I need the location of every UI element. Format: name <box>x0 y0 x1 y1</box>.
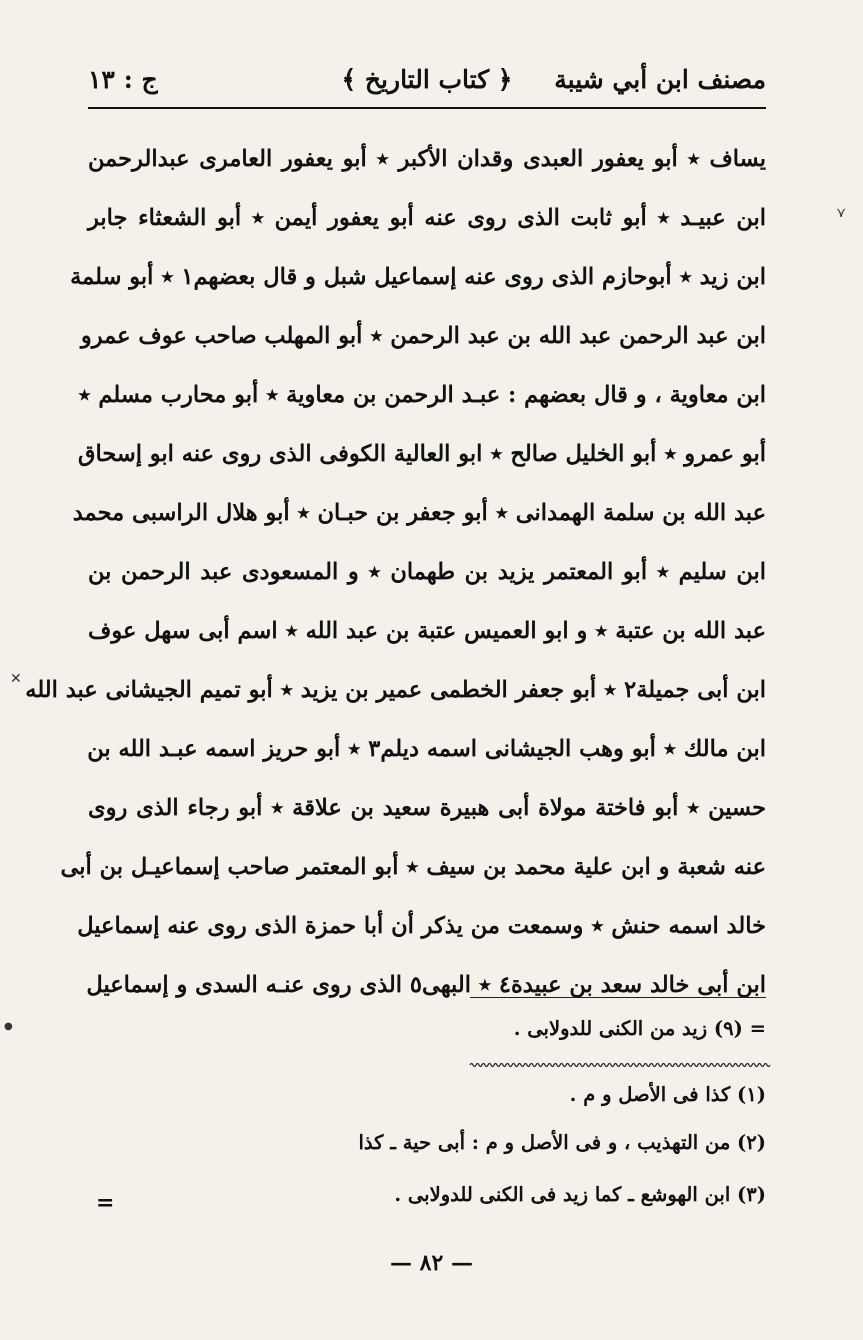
margin-tick-mark: ⋎ <box>836 205 847 221</box>
footnote-1: (١) كذا فى الأصل و م . <box>569 1083 766 1106</box>
header-rule <box>88 107 766 109</box>
text-line: ابن زيد ٭ أبوحازم الذى روى عنه إسماعيل شبل و قال بعضهم١ ٭ أبو سلمة <box>70 264 766 290</box>
text-line: حسين ٭ أبو فاختة مولاة أبى هبيرة سعيد بن علاقة ٭ أبو رجاء الذى روى <box>88 795 766 821</box>
text-line: ابن معاوية ، و قال بعضهم : عبـد الرحمن بن معاوية ٭ أبو محارب مسلم ٭ <box>78 382 766 408</box>
text-line: ابن أبى جميلة٢ ٭ أبو جعفر الخطمى عمير بن يزيد ٭ أبو تميم الجيشانى عبد الله <box>25 677 766 703</box>
text-line: يساف ٭ أبو يعفور العبدى وقدان الأكبر ٭ أبو يعفور العامرى عبدالرحمن <box>88 146 766 172</box>
volume-number: ج : ١٣ <box>88 65 158 94</box>
page-number: — ٨٢ — <box>390 1250 473 1276</box>
footnote-2: (٢) من التهذيب ، و فى الأصل و م : أبى حية ـ كذا <box>358 1131 766 1154</box>
footnote-continuation: = (٩) زيد من الكنى للدولابى . <box>513 1017 766 1040</box>
text-line: ابن عبد الرحمن عبد الله بن عبد الرحمن ٭ أبو المهلب صاحب عوف عمرو <box>80 323 766 349</box>
book-title: مصنف ابن أبي شيبة <box>554 65 766 94</box>
text-line: ابن عبيـد ٭ أبو ثابت الذى روى عنه أبو يعفور أيمن ٭ أبو الشعثاء جابر <box>88 205 766 231</box>
main-text <box>25 130 766 1015</box>
continues-mark: = <box>96 1190 115 1216</box>
text-line: ابن سليم ٭ أبو المعتمر يزيد بن طهمان ٭ و المسعودى عبد الرحمن بن <box>88 559 766 585</box>
text-line: عبد الله بن عتبة ٭ و ابو العميس عتبة بن عبد الله ٭ اسم أبى سهل عوف <box>88 618 766 644</box>
margin-dot-mark: ● <box>4 1021 13 1032</box>
text-line: ابن مالك ٭ أبو وهب الجيشانى اسمه ديلم٣ ٭ أبو حريز اسمه عبـد الله بن <box>87 736 766 762</box>
section-title: ﴿ كتاب التاريخ ﴾ <box>341 65 513 94</box>
page-header <box>88 60 766 106</box>
text-line: عبد الله بن سلمة الهمدانى ٭ أبو جعفر بن حبـان ٭ أبو هلال الراسبى محمد <box>72 500 766 526</box>
text-line: خالد اسمه حنش ٭ وسمعت من يذكر أن أبا حمزة الذى روى عنه إسماعيل <box>77 913 766 939</box>
text-line: ابن أبى خالد سعد بن عبيدة٤ ٭ البهى٥ الذى روى عنـه السدى و إسماعيل <box>86 972 766 998</box>
text-line: عنه شعبة و ابن علية محمد بن سيف ٭ أبو المعتمر صاحب إسماعيـل بن أبى <box>60 854 766 880</box>
footnote-separator <box>470 997 766 998</box>
margin-cross-mark: ✕ <box>10 671 22 687</box>
footnote-wavy-separator <box>470 1062 766 1068</box>
text-line: أبو عمرو ٭ أبو الخليل صالح ٭ ابو العالية الكوفى الذى روى عنه ابو إسحاق <box>78 441 766 467</box>
footnote-3: (٣) ابن الهوشع ـ كما زيد فى الكنى للدولابى . <box>394 1183 766 1206</box>
